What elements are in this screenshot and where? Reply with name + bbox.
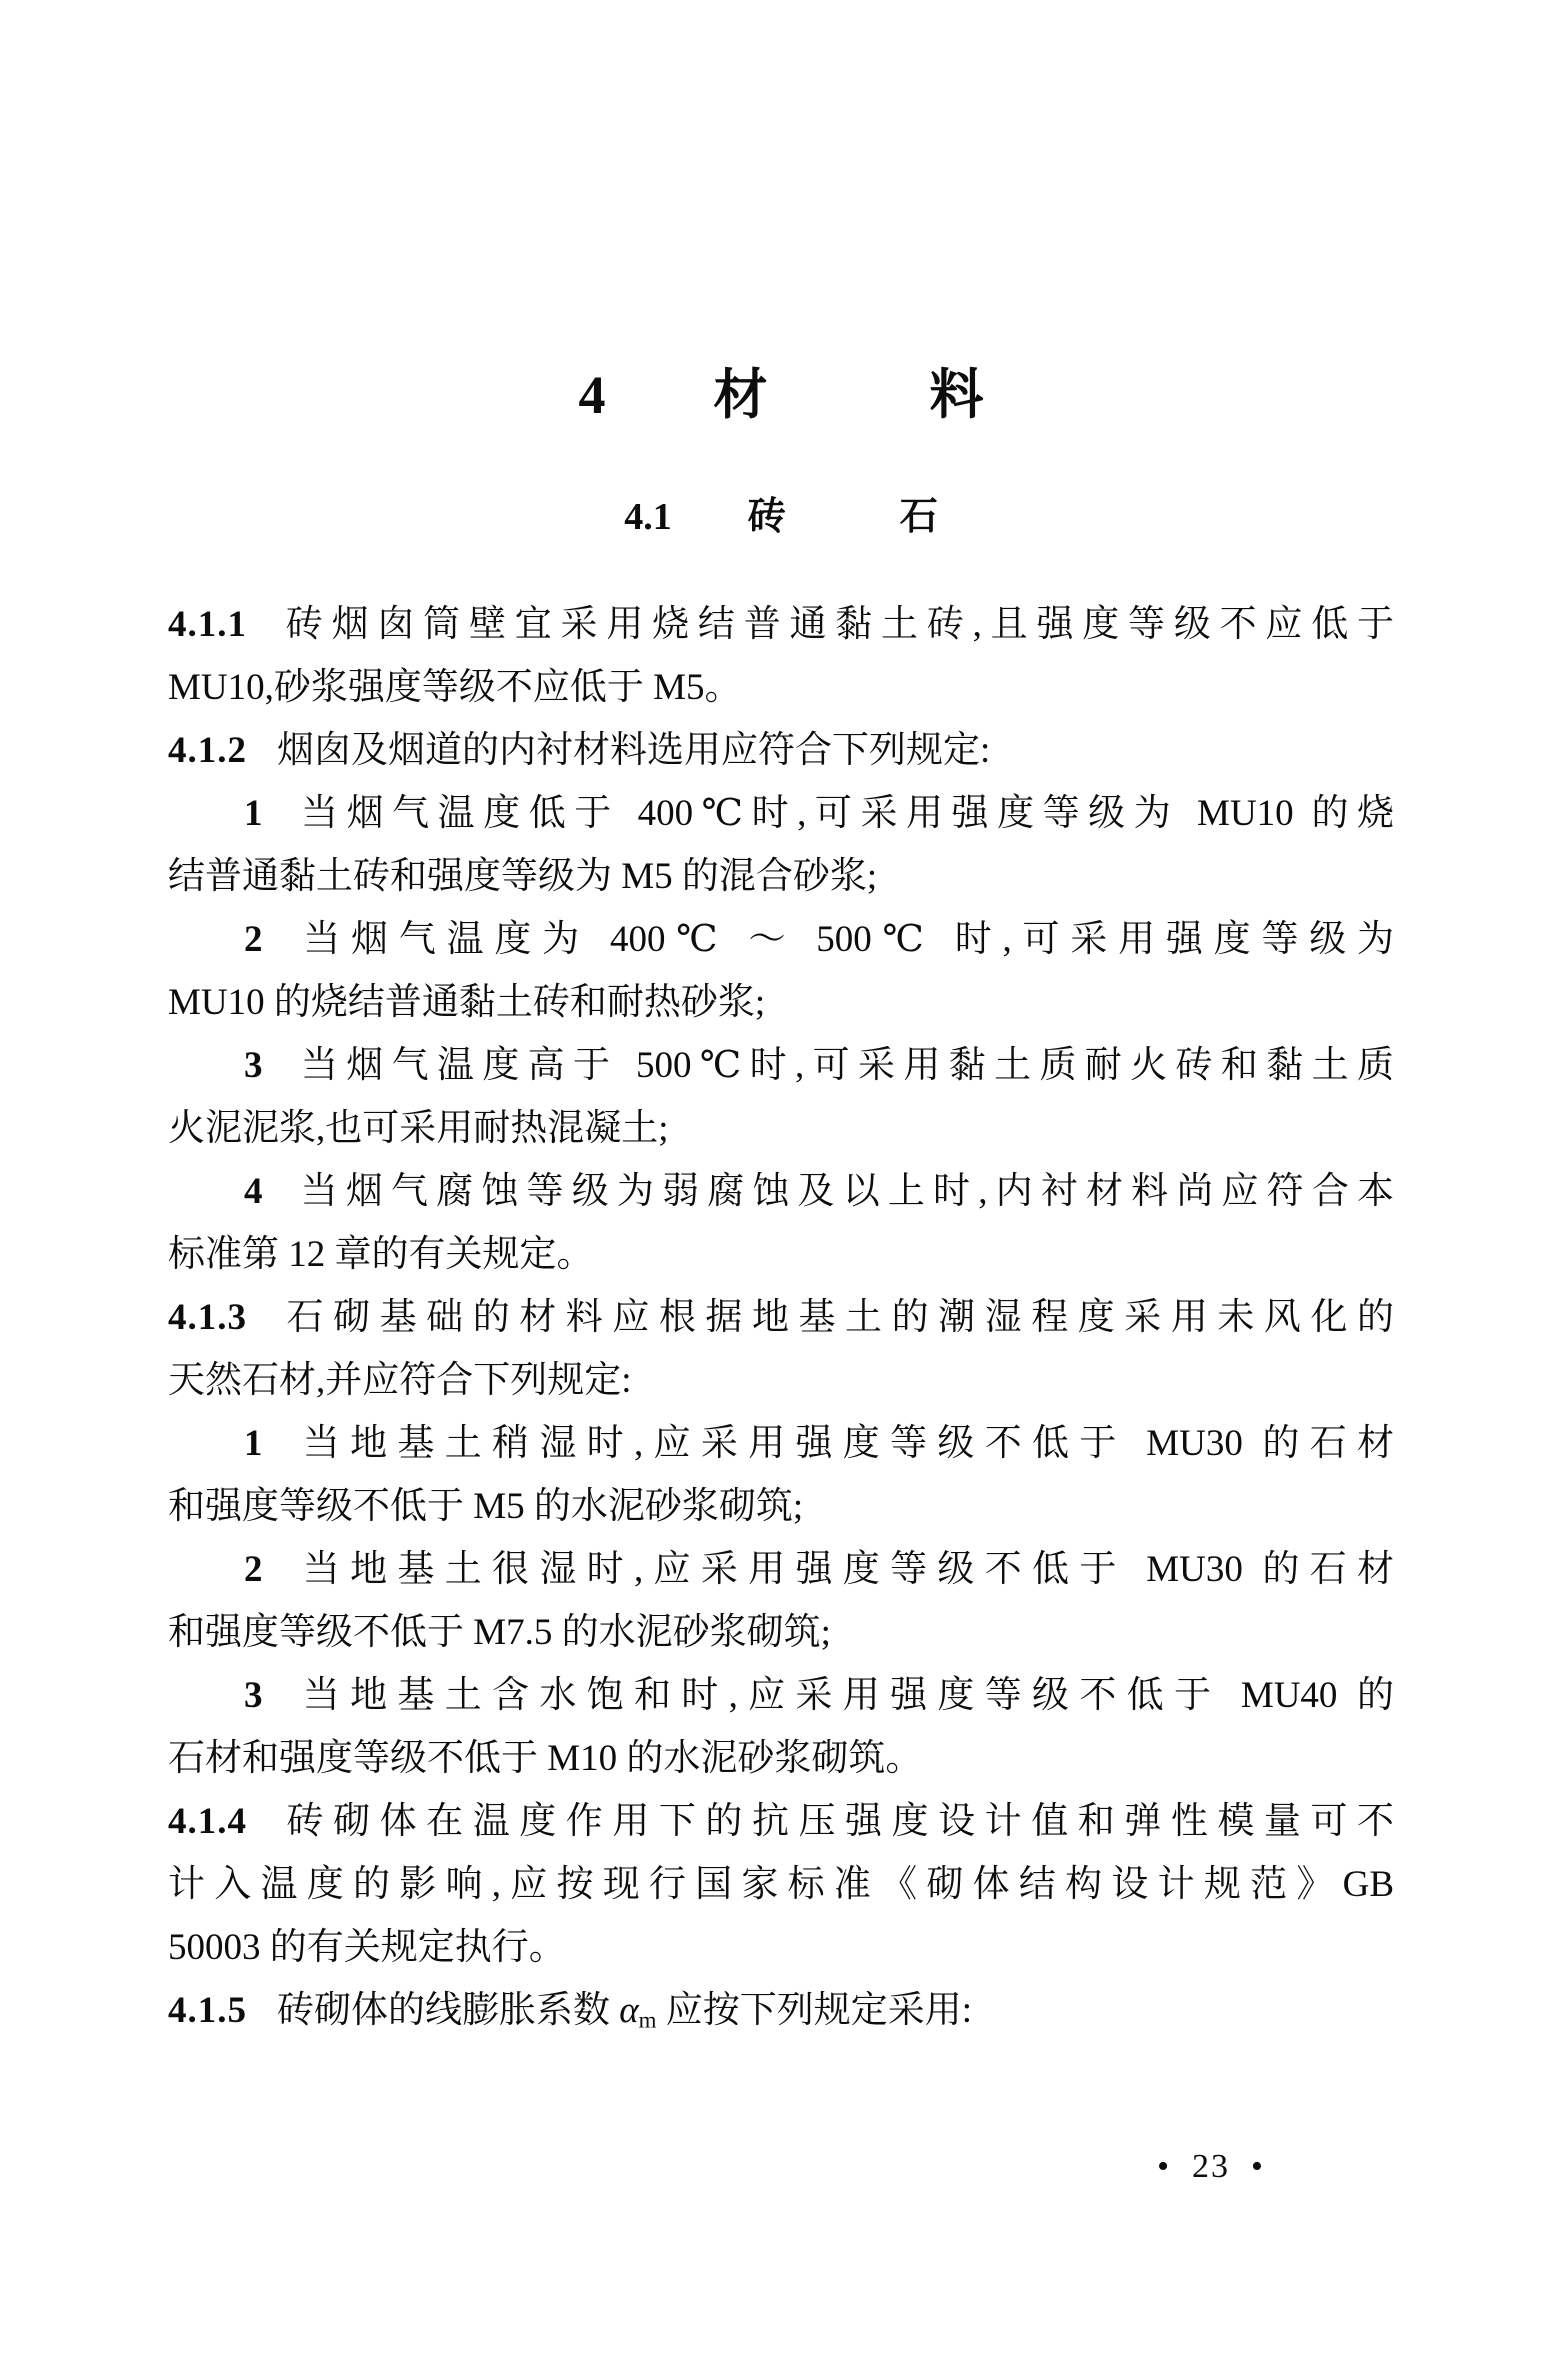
clause-4-1-2 [168,719,1394,782]
clause-4-1-2-item-4 [168,1160,1394,1286]
clause-text: 烟囱及烟道的内衬材料选用应符合下列规定: [277,730,991,772]
clause-text: 石砌基础的材料应根据地基土的潮湿程度采用未风化的 [277,1297,1394,1339]
item-text: 当地基土很湿时,应采用强度等级不低于 MU30 的石材 [292,1549,1394,1591]
clause-text: 砖烟囱筒壁宜采用烧结普通黏土砖,且强度等级不应低于 [277,604,1394,646]
clause-number: 4.1.4 [168,1801,247,1843]
item-line-2: 和强度等级不低于 M7.5 的水泥砂浆砌筑; [168,1612,831,1654]
clause-4-1-3-item-3 [168,1664,1394,1790]
item-line-1 [168,1538,1394,1601]
page-content [168,0,1394,2052]
body-text [168,593,1394,2052]
item-line-2: MU10 的烧结普通黏土砖和耐热砂浆; [168,982,766,1024]
item-line-1 [168,1160,1394,1223]
clause-4-1-3-item-1 [168,1412,1394,1538]
item-number: 2 [244,1549,263,1591]
clause-4-1-3-line-1 [168,1286,1394,1349]
item-line-2: 石材和强度等级不低于 M10 的水泥砂浆砌筑。 [168,1738,923,1780]
item-text: 当烟气温度高于 500℃时,可采用黏土质耐火砖和黏土质 [292,1045,1394,1087]
clause-4-1-4-line-2: 计入温度的影响,应按现行国家标准《砌体结构设计规范》GB [168,1864,1394,1906]
item-number: 3 [244,1045,263,1087]
clause-4-1-4-line-1 [168,1790,1394,1853]
clause-number: 4.1.5 [168,1990,247,2032]
item-line-1 [168,1034,1394,1097]
item-line-2: 标准第 12 章的有关规定。 [168,1234,594,1276]
clause-4-1-1-line-1 [168,593,1394,656]
clause-4-1-4 [168,1790,1394,1979]
item-text: 当烟气温度低于 400℃时,可采用强度等级为 MU10 的烧 [292,793,1394,835]
item-line-1 [168,1664,1394,1727]
clause-4-1-3 [168,1286,1394,1412]
clause-number: 4.1.2 [168,730,247,772]
clause-4-1-5 [168,1979,1394,2052]
item-number: 3 [244,1675,263,1717]
item-line-1 [168,1412,1394,1475]
item-number: 1 [244,793,263,835]
item-line-1 [168,782,1394,845]
item-text: 当烟气腐蚀等级为弱腐蚀及以上时,内衬材料尚应符合本 [292,1171,1394,1213]
clause-4-1-4-line-3: 50003 的有关规定执行。 [168,1927,566,1969]
alpha-subscript: m [638,2007,657,2033]
clause-4-1-3-line-2: 天然石材,并应符合下列规定: [168,1360,632,1402]
clause-text: 砖砌体在温度作用下的抗压强度设计值和弹性模量可不 [277,1801,1394,1843]
clause-4-1-1 [168,593,1394,719]
section-title: 4.1 砖 石 [624,496,938,539]
item-text: 当地基土稍湿时,应采用强度等级不低于 MU30 的石材 [292,1423,1394,1465]
page-footer [0,2148,1542,2186]
clause-text-after-symbol: 应按下列规定采用: [656,1990,973,2032]
clause-text-before-symbol: 砖砌体的线膨胀系数 [277,1990,620,2032]
item-number: 4 [244,1171,263,1213]
clause-number: 4.1.3 [168,1297,247,1339]
clause-4-1-2-item-2 [168,908,1394,1034]
item-line-2: 结普通黏土砖和强度等级为 M5 的混合砂浆; [168,856,878,898]
item-text: 当烟气温度为 400℃ ～ 500℃ 时,可采用强度等级为 [292,919,1394,961]
page-number: • 23 • [1157,2148,1265,2185]
clause-4-1-2-item-3 [168,1034,1394,1160]
clause-4-1-3-item-2 [168,1538,1394,1664]
item-number: 2 [244,919,263,961]
clause-4-1-1-line-2: MU10,砂浆强度等级不应低于 M5。 [168,667,742,709]
clause-number: 4.1.1 [168,604,247,646]
item-text: 当地基土含水饱和时,应采用强度等级不低于 MU40 的 [292,1675,1394,1717]
clause-4-1-2-item-1 [168,782,1394,908]
alpha-symbol: α [619,1990,639,2032]
item-line-2: 火泥泥浆,也可采用耐热混凝土; [168,1108,669,1150]
chapter-title: 4 材 料 [578,365,984,425]
item-line-1 [168,908,1394,971]
item-number: 1 [244,1423,263,1465]
item-line-2: 和强度等级不低于 M5 的水泥砂浆砌筑; [168,1486,804,1528]
